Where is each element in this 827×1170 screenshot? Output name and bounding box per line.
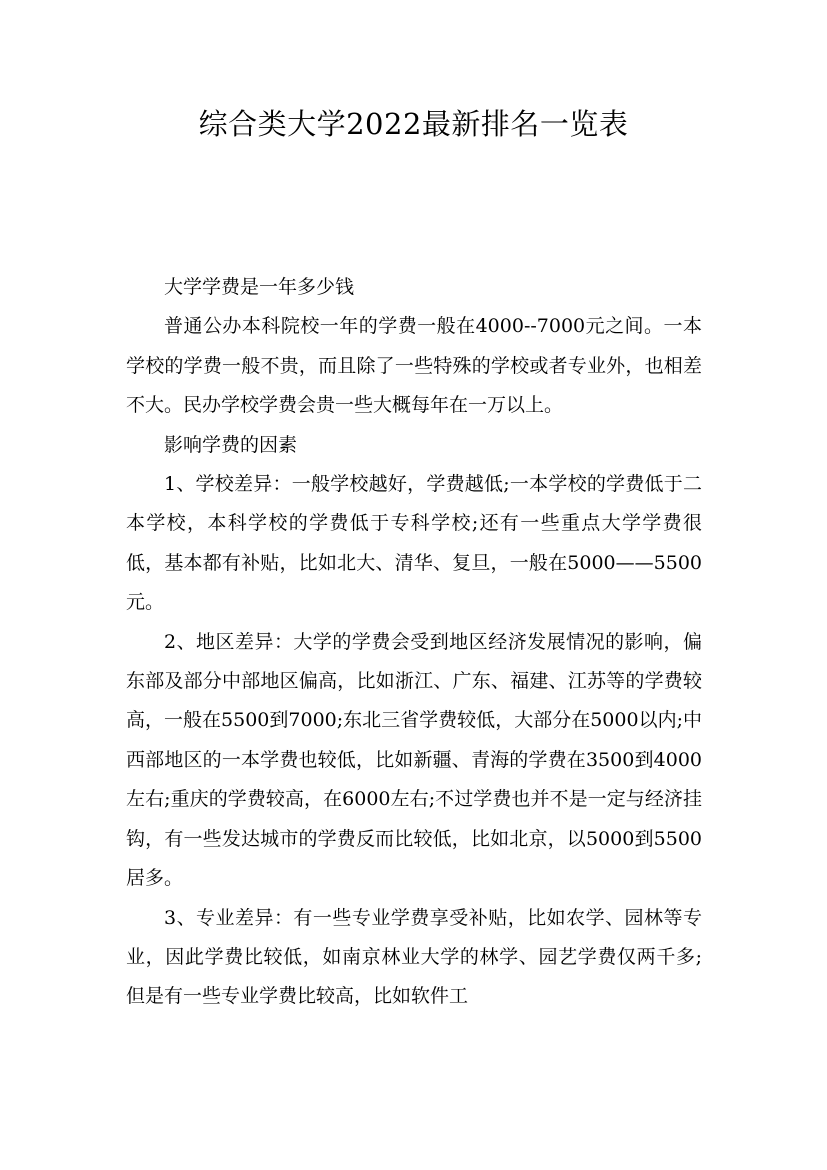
section-heading-factors: 影响学费的因素 — [164, 433, 298, 456]
paragraph-tuition-range: 普通公办本科院校一年的学费一般在4000--7000元之间。一本学校的学费一般不贵，而且除了一些特殊的学校或者专业外，也相差不大。民办学校学费会贵一些大概每年在一万以上。 — [126, 315, 702, 417]
paragraph-major-difference: 3、专业差异：有一些专业学费享受补贴，比如农学、园林等专业，因此学费比较低，如南京林业大学的林学、园艺学费仅两千多;但是有一些专业学费比较高，比如软件工 — [126, 906, 702, 1008]
document-title: 综合类大学2022最新排名一览表 — [198, 107, 629, 141]
section-heading-tuition: 大学学费是一年多少钱 — [164, 276, 355, 298]
paragraph-region-difference: 2、地区差异：大学的学费会受到地区经济发展情况的影响，偏东部及部分中部地区偏高，比如浙江、广东、福建、江苏等的学费较高，一般在5500到7000;东北三省学费较低，大部分在5000以内;中西部地区的一本学费也较低，比如新疆、青海的学费在3500到4000左右;重庆的学费较高，在6000左右;不过学费也并不是一定与经济挂钩，有一些发达城市的学费反而比较低，比如北京，以5000到5500居多。 — [126, 630, 702, 890]
document-body — [126, 268, 702, 1017]
paragraph-school-difference: 1、学校差异：一般学校越好，学费越低;一本学校的学费低于二本学校，本科学校的学费低于专科学校;还有一些重点大学学费很低，基本都有补贴，比如北大、清华、复旦，一般在5000——5500元。 — [126, 473, 702, 614]
